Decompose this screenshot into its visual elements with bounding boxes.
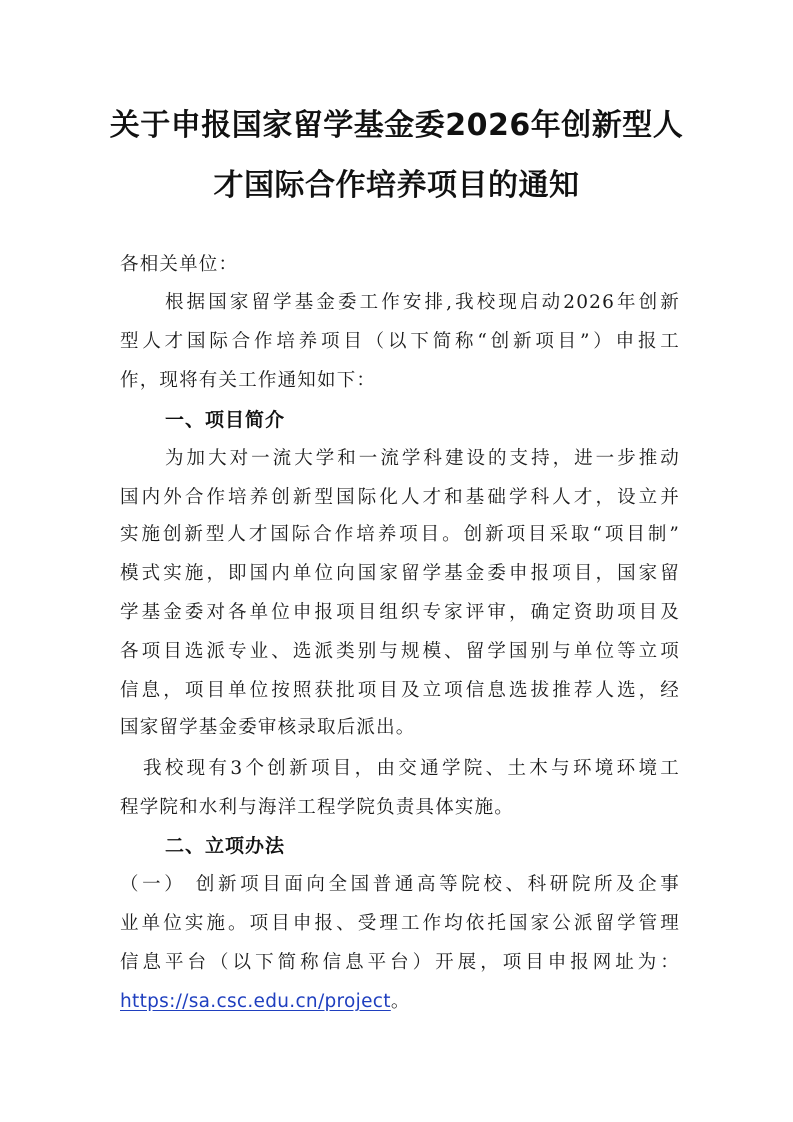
section-1-heading: 一、项目简介	[165, 409, 286, 431]
section-1-text-line: 程学院和水利与海洋工程学院负责具体实施。	[120, 797, 515, 818]
section-1-text-line: 为加大对一流大学和一流学科建设的支持，进一步推动	[165, 448, 680, 469]
section-1-text-line: 实施创新型人才国际合作培养项目。创新项目采取“项目制”	[120, 524, 680, 545]
intro-line: 型人才国际合作培养项目（以下简称“创新项目”）申报工	[120, 331, 680, 352]
section-1-text-line: 学基金委对各单位申报项目组织专家评审，确定资助项目及	[120, 602, 680, 623]
salutation: 各相关单位：	[120, 254, 239, 275]
section-2-text-line: 信息平台（以下简称信息平台）开展，项目申报网址为：	[120, 952, 680, 973]
section-2-text-line: 业单位实施。项目申报、受理工作均依托国家公派留学管理	[120, 913, 680, 934]
section-1-text-line: 信息，项目单位按照获批项目及立项信息选拔推荐人选，经	[120, 680, 680, 701]
document-title-line-1: 关于申报国家留学基金委2026年创新型人	[109, 108, 684, 143]
section-1-text-line: 各项目选派专业、选派类别与规模、留学国别与单位等立项	[120, 641, 680, 662]
intro-line: 根据国家留学基金委工作安排,我校现启动2026年创新	[165, 292, 680, 313]
intro-line: 作，现将有关工作通知如下：	[120, 370, 377, 391]
url-suffix: 。	[390, 991, 411, 1012]
document-title-line-2: 才国际合作培养项目的通知	[213, 168, 580, 203]
section-1-text-line: 模式实施，即国内单位向国家留学基金委申报项目，国家留	[120, 563, 680, 584]
project-url-line	[120, 990, 680, 1014]
project-url-link[interactable]: https://sa.csc.edu.cn/project	[120, 991, 391, 1012]
section-2-text-line: （一） 创新项目面向全国普通高等院校、科研院所及企事	[120, 874, 680, 895]
section-1-text-line: 我校现有3个创新项目，由交通学院、土木与环境环境工	[143, 758, 680, 779]
section-1-text-line: 国内外合作培养创新型国际化人才和基础学科人才，设立并	[120, 487, 680, 508]
section-1-text-line: 国家留学基金委审核录取后派出。	[120, 717, 416, 738]
section-2-heading: 二、立项办法	[165, 835, 286, 857]
